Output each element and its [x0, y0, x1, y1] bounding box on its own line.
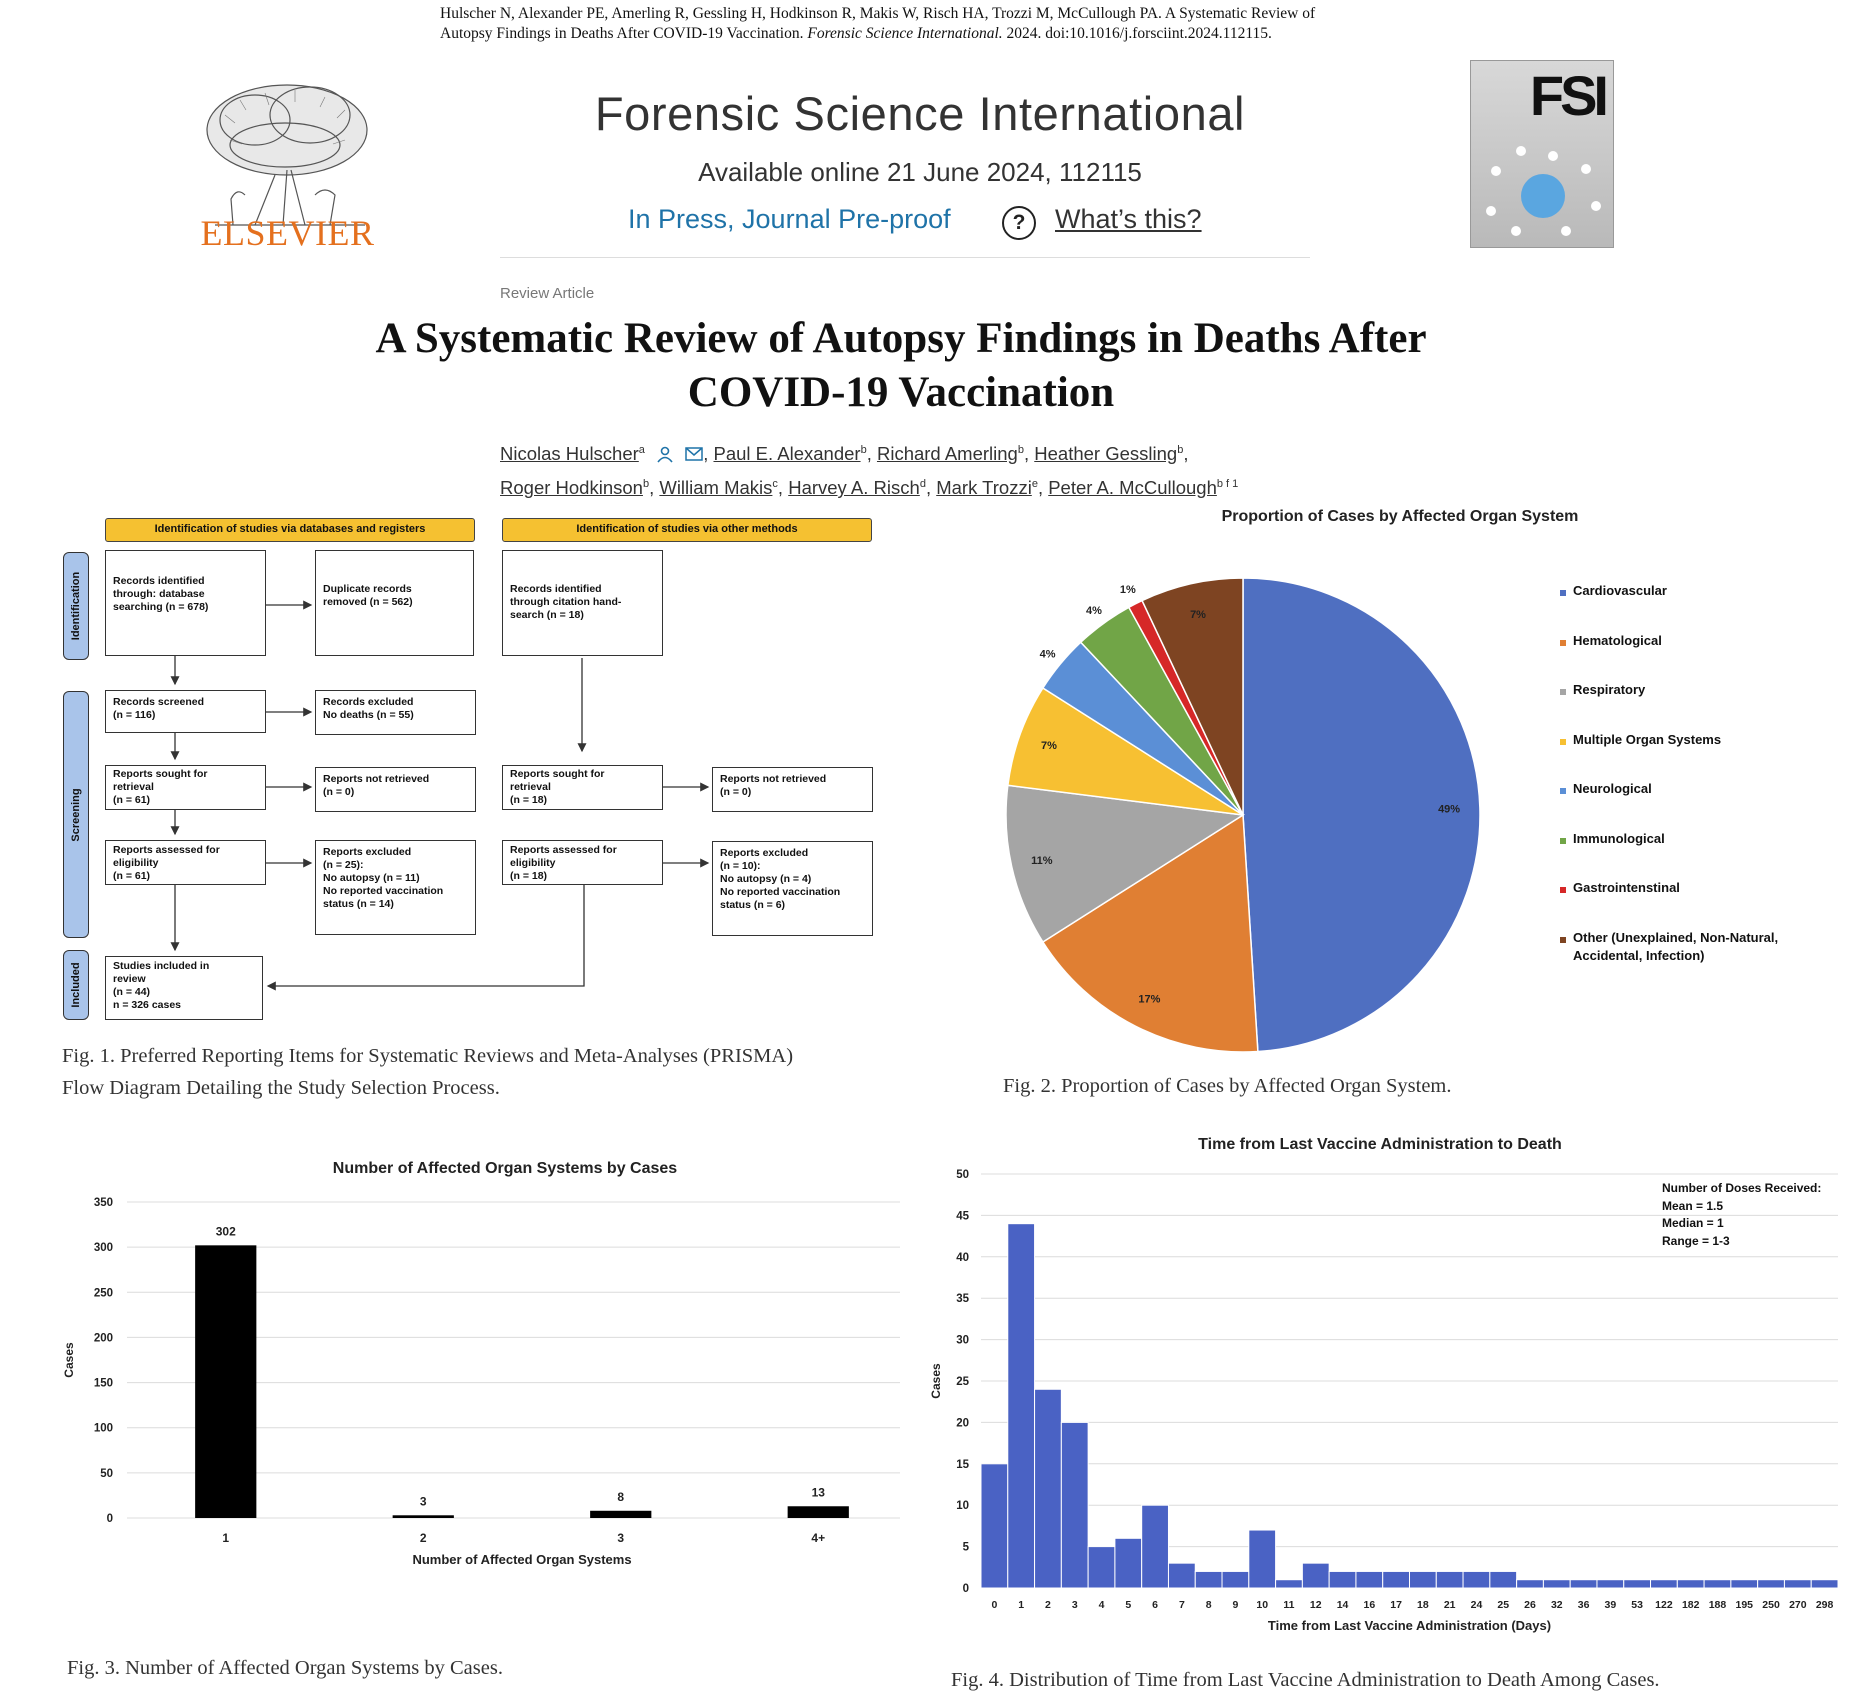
- journal-cover-thumbnail[interactable]: [1470, 60, 1614, 248]
- bar: [1410, 1571, 1437, 1588]
- figure-1-caption: [62, 1040, 882, 1104]
- legend-item: [1560, 585, 1667, 600]
- x-tick-label: 36: [1577, 1599, 1590, 1611]
- bar: [1329, 1571, 1356, 1588]
- bar: [1758, 1580, 1785, 1588]
- x-tick-label: 122: [1655, 1599, 1673, 1611]
- bar: [1543, 1580, 1570, 1588]
- in-press-status: In Press, Journal Pre-proof: [628, 204, 951, 234]
- fig1-caption-line-2: Flow Diagram Detailing the Study Selection Process.: [62, 1077, 500, 1099]
- bar: [1651, 1580, 1678, 1588]
- x-tick-label: 18: [1417, 1599, 1429, 1611]
- pie-data-label: 7%: [1041, 740, 1057, 753]
- author-link[interactable]: Richard Amerling: [876, 443, 1018, 465]
- pie-data-label: 11%: [1031, 854, 1053, 867]
- author-affiliation: b: [1177, 444, 1184, 456]
- x-tick-label: 1: [222, 1531, 230, 1545]
- y-axis-label: Cases: [929, 1363, 943, 1399]
- bar: [1168, 1563, 1195, 1588]
- x-tick-label: 250: [1762, 1599, 1780, 1611]
- figure-2-caption: Fig. 2. Proportion of Cases by Affected Organ System.: [1003, 1075, 1452, 1097]
- author-link[interactable]: Harvey A. Risch: [788, 477, 920, 499]
- bar: [788, 1506, 849, 1518]
- prisma-banner-other-methods: Identification of studies via other methods: [502, 518, 872, 542]
- bar-data-label: 302: [215, 1224, 236, 1239]
- bar-data-label: 3: [419, 1494, 427, 1509]
- legend-label: Immunological: [1573, 830, 1665, 846]
- x-tick-label: 3: [617, 1531, 625, 1545]
- y-tick-label: 50: [956, 1169, 969, 1181]
- figure-4-caption: Fig. 4. Distribution of Time from Last Vaccine Administration to Death Among Cases.: [951, 1669, 1660, 1691]
- bar: [1624, 1580, 1651, 1588]
- bar: [1195, 1571, 1222, 1588]
- bar: [1731, 1580, 1758, 1588]
- legend-item: [1560, 731, 1722, 749]
- pie-data-label: 7%: [1190, 608, 1206, 621]
- x-tick-label: 16: [1363, 1599, 1376, 1611]
- bar: [1008, 1224, 1035, 1588]
- prisma-box-duplicates-removed: Duplicate records removed (n = 562): [315, 550, 474, 656]
- legend-swatch: [1560, 788, 1566, 794]
- author-affiliation: b f 1: [1216, 478, 1239, 491]
- author-affiliation: c: [772, 478, 778, 491]
- article-type: Review Article: [500, 285, 595, 302]
- x-tick-label: 11: [1283, 1599, 1295, 1611]
- author-affiliation: e: [1031, 478, 1038, 491]
- prisma-box-records-screened: Records screened (n = 116): [105, 690, 266, 733]
- bar: [1570, 1580, 1597, 1588]
- prisma-banner-databases: Identification of studies via databases and registers: [105, 518, 475, 542]
- bar: [1490, 1571, 1517, 1588]
- pie-chart-title: Proportion of Cases by Affected Organ System: [1221, 508, 1579, 525]
- y-tick-label: 100: [93, 1422, 113, 1435]
- pie-data-label: 17%: [1138, 993, 1161, 1006]
- y-tick-label: 5: [962, 1541, 969, 1554]
- bar: [1061, 1422, 1088, 1588]
- x-tick-label: 182: [1681, 1599, 1700, 1611]
- x-tick-label: 298: [1815, 1599, 1834, 1611]
- whats-this-link[interactable]: What’s this?: [1055, 204, 1202, 234]
- prisma-box-identified-database: Records identified through: database searching (n = 678): [105, 550, 266, 656]
- y-tick-label: 0: [106, 1513, 113, 1525]
- legend-item: [1560, 830, 1665, 848]
- chart-title: Number of Affected Organ Systems by Cases: [332, 1160, 678, 1177]
- author-affiliation: b: [860, 444, 867, 456]
- bar: [1517, 1580, 1544, 1588]
- annotation-line: Number of Doses Received:: [1662, 1181, 1822, 1195]
- x-axis-label: Time from Last Vaccine Administration (Days): [1267, 1618, 1552, 1633]
- legend-swatch: [1560, 590, 1566, 596]
- y-tick-label: 10: [956, 1500, 969, 1513]
- bar: [1302, 1563, 1329, 1588]
- availability-date: Available online 21 June 2024, 112115: [698, 157, 1142, 187]
- author-affiliation: b: [1017, 444, 1024, 456]
- cover-title: FSI: [1529, 64, 1605, 127]
- prisma-box-reports-excluded-other: Reports excluded (n = 10): No autopsy (n = 4) No reported vaccination status (n = 6): [712, 841, 873, 936]
- author-affiliation: a: [638, 444, 645, 456]
- author-link[interactable]: Mark Trozzi: [936, 477, 1032, 499]
- x-tick-label: 39: [1604, 1599, 1617, 1611]
- y-tick-label: 150: [93, 1377, 113, 1390]
- citation-journal: Forensic Science International.: [807, 25, 1003, 42]
- x-tick-label: 0: [991, 1599, 998, 1611]
- legend-item: [1560, 684, 1645, 699]
- pie-data-label: 4%: [1039, 648, 1056, 661]
- x-tick-label: 9: [1232, 1599, 1239, 1611]
- x-tick-label: 4+: [811, 1531, 826, 1545]
- x-tick-label: 24: [1470, 1599, 1483, 1611]
- legend-label: Gastrointenstinal: [1573, 880, 1680, 895]
- bar: [1811, 1580, 1838, 1588]
- x-tick-label: 3: [1071, 1599, 1078, 1611]
- pie-chart: [990, 565, 1510, 1055]
- x-tick-label: 188: [1708, 1599, 1727, 1611]
- doses-annotation: [1662, 1180, 1821, 1250]
- legend-swatch: [1560, 937, 1566, 943]
- bar: [590, 1511, 651, 1518]
- fig1-caption-line-1: Fig. 1. Preferred Reporting Items for Systematic Reviews and Meta-Analyses (PRISMA): [62, 1045, 794, 1067]
- x-tick-label: 14: [1336, 1599, 1349, 1611]
- bar: [1035, 1389, 1062, 1588]
- x-tick-label: 17: [1390, 1599, 1402, 1611]
- legend-label: Hematological: [1573, 632, 1662, 648]
- bar: [393, 1515, 454, 1518]
- x-tick-label: 8: [1205, 1599, 1212, 1611]
- bar: [1704, 1580, 1731, 1588]
- prisma-box-reports-sought-other: Reports sought for retrieval (n = 18): [502, 765, 663, 810]
- x-tick-label: 12: [1309, 1599, 1322, 1611]
- legend-item: [1560, 783, 1652, 798]
- bar: [981, 1464, 1008, 1588]
- y-tick-label: 35: [956, 1293, 969, 1306]
- x-tick-label: 7: [1178, 1599, 1185, 1611]
- x-tick-label: 26: [1524, 1599, 1536, 1611]
- prisma-box-reports-sought: Reports sought for retrieval (n = 61): [105, 765, 266, 810]
- legend-swatch: [1560, 739, 1566, 745]
- author-link[interactable]: Peter A. McCullough: [1048, 477, 1217, 499]
- annotation-line: Range = 1-3: [1662, 1233, 1730, 1248]
- y-tick-label: 20: [956, 1417, 969, 1430]
- prisma-box-reports-not-retrieved-other: Reports not retrieved (n = 0): [712, 767, 873, 812]
- x-tick-label: 25: [1497, 1599, 1510, 1611]
- legend-swatch: [1560, 838, 1566, 844]
- author-link[interactable]: Heather Gessling: [1034, 443, 1178, 465]
- pie-data-label: 4%: [1085, 604, 1102, 617]
- x-tick-label: 10: [1256, 1599, 1269, 1611]
- x-tick-label: 4: [1098, 1599, 1105, 1611]
- legend-swatch: [1560, 689, 1566, 695]
- y-tick-label: 15: [956, 1458, 969, 1471]
- legend-label: Cardiovascular: [1573, 583, 1667, 598]
- y-tick-label: 30: [956, 1334, 969, 1347]
- author-link[interactable]: Nicolas Hulscher: [500, 443, 639, 465]
- bar: [1463, 1571, 1490, 1588]
- y-tick-label: 350: [93, 1197, 113, 1209]
- bar: [1784, 1580, 1811, 1588]
- author-row-2: Roger Hodkinson$^b$, William Makis$^c$, Harvey A. Risch$^d$, Mark Trozzi$^e$, Peter A. McCullough$^{b f 1}$: [500, 477, 1239, 499]
- stage-label: Identification: [70, 571, 82, 641]
- y-tick-label: 300: [93, 1242, 113, 1255]
- prisma-box-reports-excluded: Reports excluded (n = 25): No autopsy (n = 11) No reported vaccination status (n = 14): [315, 840, 476, 935]
- author-link[interactable]: William Makis: [659, 477, 773, 499]
- publisher-logo-text: ELSEVIER: [200, 213, 375, 253]
- y-tick-label: 25: [956, 1376, 969, 1388]
- citation-doi: 2024. doi:10.1016/j.forsciint.2024.112115.: [1006, 25, 1272, 42]
- pie-data-label: 1%: [1119, 584, 1136, 597]
- bar: [1356, 1571, 1383, 1588]
- x-axis-label: Number of Affected Organ Systems: [412, 1552, 632, 1567]
- bar: [1436, 1571, 1463, 1588]
- chart-title: Time from Last Vaccine Administration to Death: [1198, 1136, 1562, 1153]
- bar: [1677, 1580, 1704, 1588]
- author-row-1: Nicolas Hulscher$^a$ , Paul E. Alexander$^b$, Richard Amerling$^b$, Heather Gessling$^b$,: [500, 443, 1189, 465]
- organ-systems-bar-chart: [40, 1145, 900, 1635]
- author-affiliation: d: [919, 478, 926, 491]
- bar: [1115, 1538, 1142, 1588]
- y-tick-label: 0: [962, 1583, 969, 1595]
- bar: [1088, 1547, 1115, 1588]
- prisma-box-reports-not-retrieved: Reports not retrieved (n = 0): [315, 767, 476, 812]
- y-tick-label: 50: [100, 1467, 113, 1480]
- x-tick-label: 53: [1631, 1599, 1643, 1611]
- bar-data-label: 8: [617, 1489, 625, 1504]
- x-tick-label: 21: [1443, 1599, 1456, 1611]
- bar: [1142, 1505, 1169, 1588]
- prisma-box-assessed-eligibility-other: Reports assessed for eligibility (n = 18): [502, 840, 663, 885]
- legend-label: Respiratory: [1573, 682, 1646, 697]
- bar: [195, 1245, 256, 1518]
- legend-swatch: [1560, 887, 1566, 893]
- x-tick-label: 2: [1045, 1599, 1051, 1611]
- x-tick-label: 270: [1789, 1599, 1807, 1611]
- cover-globe-icon: [1471, 61, 1613, 247]
- x-tick-label: 32: [1550, 1599, 1563, 1611]
- stage-label: Screening: [70, 787, 82, 842]
- prisma-box-studies-included: Studies included in review (n = 44) n = 326 cases: [105, 956, 263, 1020]
- y-axis-label: Cases: [62, 1342, 76, 1378]
- legend-item: [1560, 882, 1680, 897]
- annotation-line: Mean = 1.5: [1662, 1198, 1724, 1213]
- article-title-line-2: COVID-19 Vaccination: [687, 369, 1115, 416]
- x-tick-label: 1: [1018, 1599, 1025, 1611]
- stage-label: Included: [70, 962, 82, 1008]
- bar: [1222, 1571, 1249, 1588]
- author-affiliation: b: [642, 478, 650, 491]
- y-tick-label: 40: [956, 1251, 969, 1264]
- citation-title-end: Autopsy Findings in Deaths After COVID-19 Vaccination.: [440, 25, 804, 42]
- help-circle-icon[interactable]: ?: [1002, 206, 1036, 240]
- x-tick-label: 195: [1735, 1599, 1754, 1611]
- journal-title[interactable]: Forensic Science International: [594, 87, 1246, 140]
- bar: [1383, 1571, 1410, 1588]
- prisma-box-identified-handsearch: Records identified through citation hand- search (n = 18): [502, 550, 663, 656]
- legend-item: [1560, 929, 1779, 965]
- figure-3-caption: Fig. 3. Number of Affected Organ Systems by Cases.: [67, 1657, 503, 1679]
- annotation-line: Median = 1: [1662, 1216, 1724, 1230]
- prisma-box-assessed-eligibility: Reports assessed for eligibility (n = 61): [105, 840, 266, 885]
- y-tick-label: 200: [93, 1332, 113, 1345]
- bar-data-label: 13: [811, 1485, 825, 1500]
- legend-item: [1560, 632, 1662, 650]
- bar: [1597, 1580, 1624, 1588]
- legend-label: Neurological: [1573, 781, 1652, 796]
- legend-swatch: [1560, 640, 1566, 646]
- y-tick-label: 45: [956, 1210, 969, 1223]
- x-tick-label: 5: [1125, 1599, 1132, 1611]
- article-title-line-1: A Systematic Review of Autopsy Findings in Deaths After: [375, 315, 1427, 362]
- legend-label: Multiple Organ Systems: [1573, 731, 1722, 747]
- legend-label: Other (Unexplained, Non-Natural, Accidental, Infection): [1573, 929, 1779, 963]
- y-tick-label: 250: [93, 1287, 113, 1300]
- prisma-box-records-excluded: Records excluded No deaths (n = 55): [315, 690, 476, 735]
- x-tick-label: 6: [1152, 1599, 1158, 1611]
- bar: [1276, 1580, 1303, 1588]
- x-tick-label: 2: [419, 1531, 427, 1545]
- author-link[interactable]: Roger Hodkinson: [500, 477, 643, 499]
- citation-line-1: Hulscher N, Alexander PE, Amerling R, Gessling H, Hodkinson R, Makis W, Risch HA, Trozzi M, McCullough PA. A Systematic Review of: [440, 5, 1316, 22]
- pie-data-label: 49%: [1438, 803, 1461, 816]
- bar: [1249, 1530, 1276, 1588]
- author-link[interactable]: Paul E. Alexander: [713, 443, 861, 465]
